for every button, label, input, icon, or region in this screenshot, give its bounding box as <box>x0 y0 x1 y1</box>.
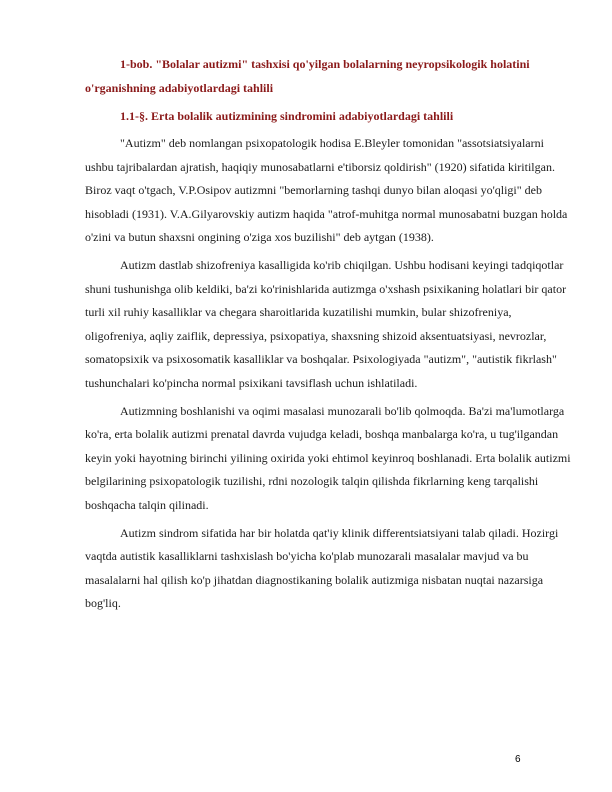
chapter-heading: 1-bob. "Bolalar autizmi" tashxisi qo'yilgan bolalarning neyropsikologik holatini o'rganishning adabiyotlardagi tahlili <box>85 57 530 95</box>
paragraph-2: Autizm dastlab shizofreniya kasalligida ko'rib chiqilgan. Ushbu hodisani keyingi tadqiqotlar shuni tushunishga olib keldiki, ba'zi ko'rinishlarida autizmga o'xshash psixikaning holatlari bir qator turli xil ruhiy kasalliklar va chegara sharoitlarida kuzatilishi mumkin, bular shizofreniya, oligofreniya, aqliy zaiflik, depressiya, psixopatiya, shaxsning shizoid aksentuatsiyasi, nevrozlar, somatopsixik va psixosomatik kasalliklar va boshqalar. Psixologiyada "autizm", "autistik fikrlash" tushunchalari ko'pincha normal psixikani tavsiflash uchun ishlatiladi. <box>85 257 567 390</box>
page-number: 6 <box>515 754 521 765</box>
paragraph-1: "Autizm" deb nomlangan psixopatologik hodisa E.Bleyler tomonidan "assotsiatsiyalarni ushbu tajribalardan ajratish, haqiqiy munosabatlarni e'tiborsiz qoldirish" (1920) sifatida kiritilgan. Biroz vaqt o'tgach, V.P.Osipov autizmni "bemorlarning tashqi dunyo bilan aloqasi yo'qligi" deb hisobladi (1931). V.A.Gilyarovskiy autizm haqida "atrof-muhitga normal munosabatni buzgan holda o'zini va butun shaxsni ongining o'ziga xos buzilishi" deb aytgan (1938). <box>85 136 568 245</box>
document-page <box>85 52 575 616</box>
section-heading: 1.1-§. Erta bolalik autizmining sindromini adabiyotlardagi tahlili <box>120 109 454 123</box>
paragraph-3: Autizmning boshlanishi va oqimi masalasi munozarali bo'lib qolmoqda. Ba'zi ma'lumotlarga ko'ra, erta bolalik autizmi prenatal davrda vujudga keladi, boshqa manbalarga ko'ra, u tug'ilgandan keyin yoki hayotning birinchi yilining oxirida yoki ehtimol keyinroq boshlanadi. Erta bolalik autizmi belgilarining psixopatologik tuzilishi, rdni nozologik talqin qilishda fikrlarning keng tarqalishi boshqacha talqin qilinadi. <box>85 403 571 512</box>
paragraph-4: Autizm sindrom sifatida har bir holatda qat'iy klinik differentsiatsiyani talab qiladi. Hozirgi vaqtda autistik kasalliklarni tashxislash bo'yicha ko'plab munozarali masalalar mavjud va bu masalalarni hal qilish ko'p jihatdan diagnostikaning bolalik autizmiga nisbatan nuqtai nazarsiga bog'liq. <box>85 525 559 611</box>
